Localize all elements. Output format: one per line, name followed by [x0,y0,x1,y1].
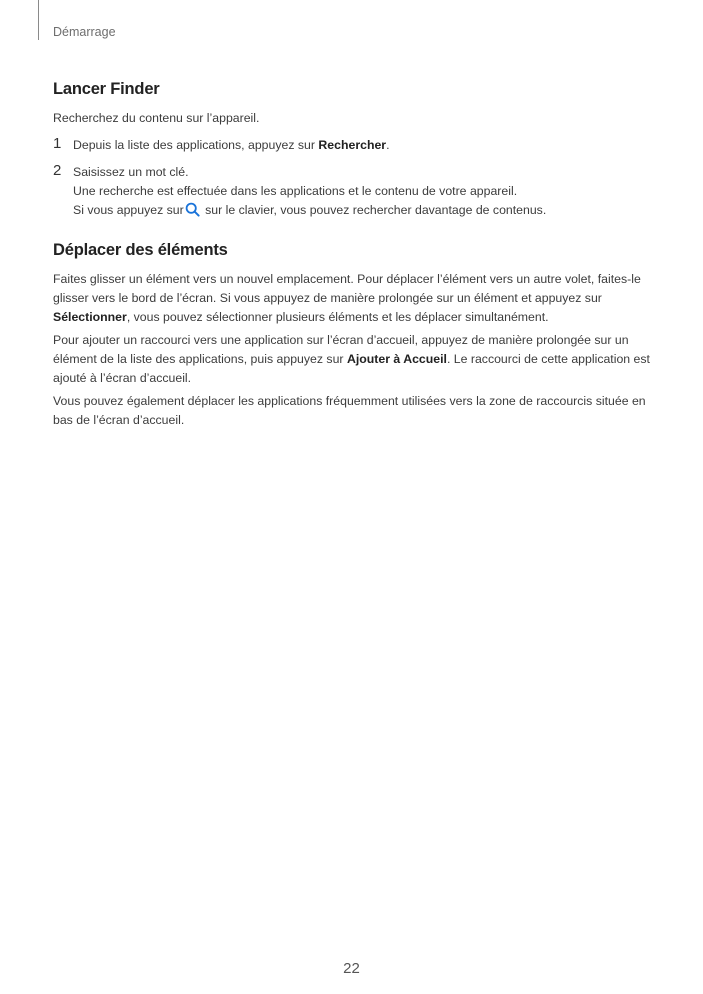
ajouter-accueil-label: Ajouter à Accueil [346,352,447,366]
selectionner-label: Sélectionner [53,310,127,324]
step-1 [53,136,653,155]
paragraph [53,331,653,388]
step-text-end: . [386,138,390,152]
paragraph: Vous pouvez également déplacer les applications fréquemment utilisées vers la zone de raccourcis située en bas de l’écran d’accueil. [53,394,646,427]
main-content [53,80,653,430]
section-intro: Recherchez du contenu sur l’appareil. [53,111,260,125]
running-header: Démarrage [53,25,116,39]
step-line [73,201,653,223]
page-number: 22 [343,960,360,977]
search-icon [185,202,200,223]
paragraph-text: Pour ajouter un raccourci vers une application sur l’écran d’accueil, appuyez de manière prolongée sur un élément de la liste des applications, puis appuyez sur [53,333,629,366]
paragraph [53,270,653,327]
step-2 [53,163,653,223]
step-text-start: Depuis la liste des applications, appuyez sur [73,138,319,152]
step-line-end: sur le clavier, vous pouvez rechercher davantage de contenus. [201,203,547,217]
paragraph-text: Faites glisser un élément vers un nouvel emplacement. Pour déplacer l’élément vers un autre volet, faites-le glisser vers le bord de l’écran. Si vous appuyez de manière prolongée sur un élément et appuyez sur [53,272,641,305]
header-divider [38,0,39,40]
paragraph-text: , vous pouvez sélectionner plusieurs éléments et les déplacer simultanément. [126,310,549,324]
step-line-start: Si vous appuyez sur [73,203,184,217]
steps-list [53,136,653,223]
step-number: 1 [53,135,62,152]
step-line: Une recherche est effectuée dans les applications et le contenu de votre appareil. [73,184,518,198]
section-deplacer [53,241,653,430]
step-line: Saisissez un mot clé. [73,165,189,179]
section-title-lancer-finder: Lancer Finder [53,80,160,98]
step-number: 2 [53,162,62,179]
paragraph-text: . Le raccourci de cette application est ajouté à l’écran d’accueil. [53,352,650,385]
step-text [73,136,653,155]
rechercher-label: Rechercher [318,138,387,152]
section-title-deplacer: Déplacer des éléments [53,241,228,259]
